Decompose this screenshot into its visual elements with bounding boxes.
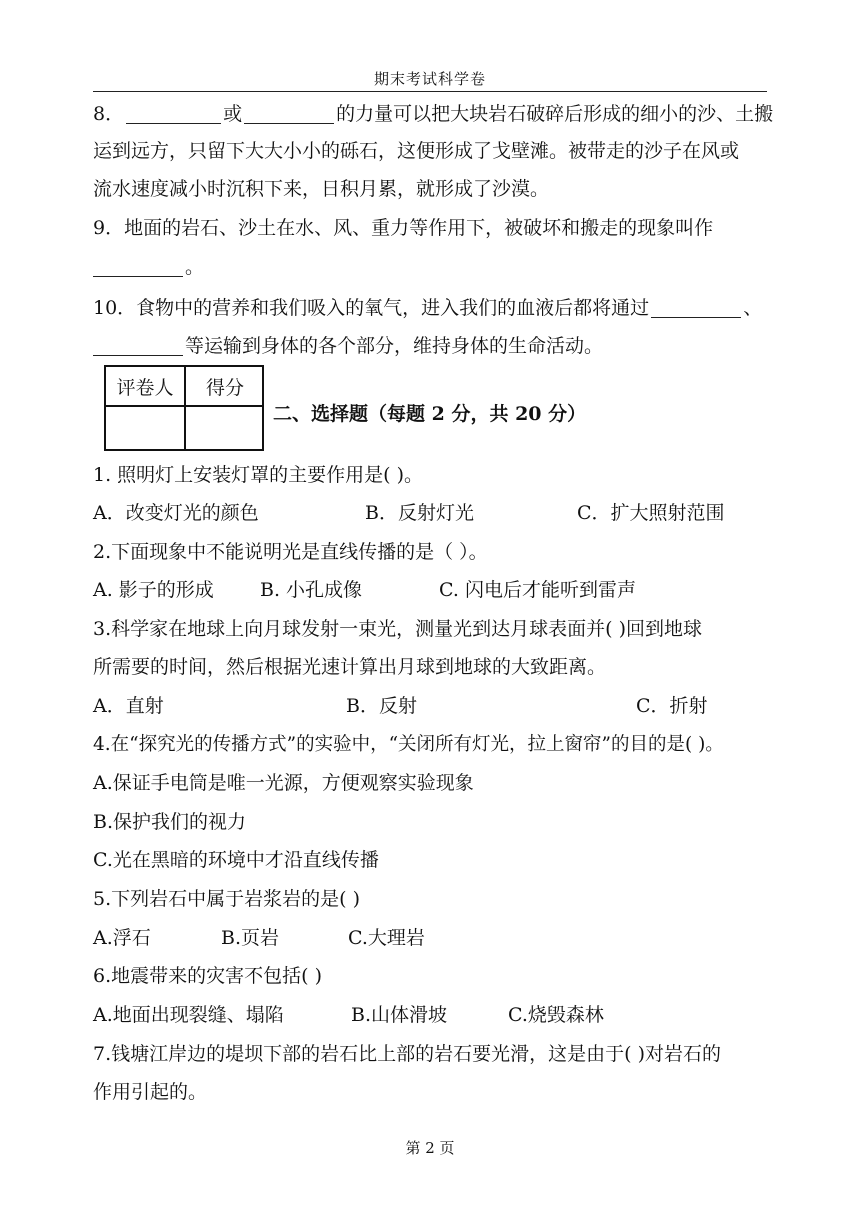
page-footer: 第 2 页 [405,1139,455,1157]
mc-q3-option-b[interactable]: B．反射 [346,695,417,717]
score-table-score-cell[interactable] [186,407,264,451]
q10-blank-2[interactable] [93,336,183,356]
mc-q5-stem: 5.下列岩石中属于岩浆岩的是( ) [93,888,360,910]
q10-line1-tail: 、 [743,297,763,319]
mc-q1-option-c[interactable]: C．扩大照射范围 [577,502,725,524]
mc-q3-stem-2: 所需要的时间，然后根据光速计算出月球到地球的大致距离。 [93,656,607,678]
q9-tail: 。 [185,256,205,278]
mc-q6-option-b[interactable]: B.山体滑坡 [351,1004,448,1026]
mc-q4-option-b[interactable]: B.保护我们的视力 [93,811,247,833]
mc-q6-stem: 6.地震带来的灾害不包括( ) [93,965,322,987]
score-table-grader-cell[interactable] [106,407,186,451]
header-rule [93,91,767,92]
q10-line1 [93,298,762,318]
section-2-title: 二、选择题（每题 2 分，共 20 分） [273,403,587,425]
mc-q2-option-b[interactable]: B. 小孔成像 [260,579,363,601]
mc-q7-stem-2: 作用引起的。 [93,1081,208,1103]
q10-text: 10．食物中的营养和我们吸入的氧气，进入我们的血液后都将通过 [93,297,650,319]
mc-q3-stem-1: 3.科学家在地球上向月球发射一束光，测量光到达月球表面并( )回到地球 [93,618,702,640]
mc-q6-option-c[interactable]: C.烧毁森林 [508,1004,604,1026]
mc-q3-option-c[interactable]: C．折射 [636,695,708,717]
q8-tail: 的力量可以把大块岩石破碎后形成的细小的沙、土搬 [336,103,774,125]
mc-q3-option-a[interactable]: A．直射 [93,695,164,717]
mc-q1-option-a[interactable]: A．改变灯光的颜色 [93,502,259,524]
q10-line2-tail: 等运输到身体的各个部分，维持身体的生命活动。 [185,335,604,357]
score-table [104,365,264,451]
q8-blank-2[interactable] [244,104,334,124]
q9-line1: 9．地面的岩石、沙土在水、风、重力等作用下，被破坏和搬走的现象叫作 [93,217,714,239]
score-table-score-header: 得分 [186,367,264,407]
mc-q5-option-c[interactable]: C.大理岩 [348,927,425,949]
page-header: 期末考试科学卷 [373,70,486,88]
mc-q2-stem: 2.下面现象中不能说明光是直线传播的是（ ）。 [93,541,488,563]
mc-q1-stem: 1. 照明灯上安装灯罩的主要作用是( )。 [93,464,424,486]
q10-blank-1[interactable] [651,298,741,318]
mc-q4-option-c[interactable]: C.光在黑暗的环境中才沿直线传播 [93,849,379,871]
mc-q6-option-a[interactable]: A.地面出现裂缝、塌陷 [93,1004,284,1026]
q8-line3: 流水速度减小时沉积下来，日积月累，就形成了沙漠。 [93,178,550,200]
mc-q4-option-a[interactable]: A.保证手电筒是唯一光源，方便观察实验现象 [93,772,474,794]
q8-mid: 或 [223,103,243,125]
mc-q5-option-b[interactable]: B.页岩 [221,927,280,949]
q9-line2 [93,257,204,277]
score-table-grader-header: 评卷人 [106,367,186,407]
mc-q2-option-c[interactable]: C. 闪电后才能听到雷声 [439,579,636,601]
q8-line1 [93,104,773,124]
q9-blank[interactable] [93,257,183,277]
mc-q4-stem: 4.在“探究光的传播方式”的实验中，“关闭所有灯光，拉上窗帘”的目的是( )。 [93,734,724,755]
q10-line2 [93,336,603,356]
q8-number: 8． [93,103,125,125]
mc-q1-option-b[interactable]: B．反射灯光 [365,502,474,524]
q8-line2: 运到远方，只留下大大小小的砾石，这便形成了戈壁滩。被带走的沙子在风或 [93,140,740,162]
q8-blank-1[interactable] [126,104,221,124]
mc-q2-option-a[interactable]: A. 影子的形成 [93,579,214,601]
mc-q5-option-a[interactable]: A.浮石 [93,927,151,949]
mc-q7-stem-1: 7.钱塘江岸边的堤坝下部的岩石比上部的岩石要光滑，这是由于( )对岩石的 [93,1043,721,1065]
